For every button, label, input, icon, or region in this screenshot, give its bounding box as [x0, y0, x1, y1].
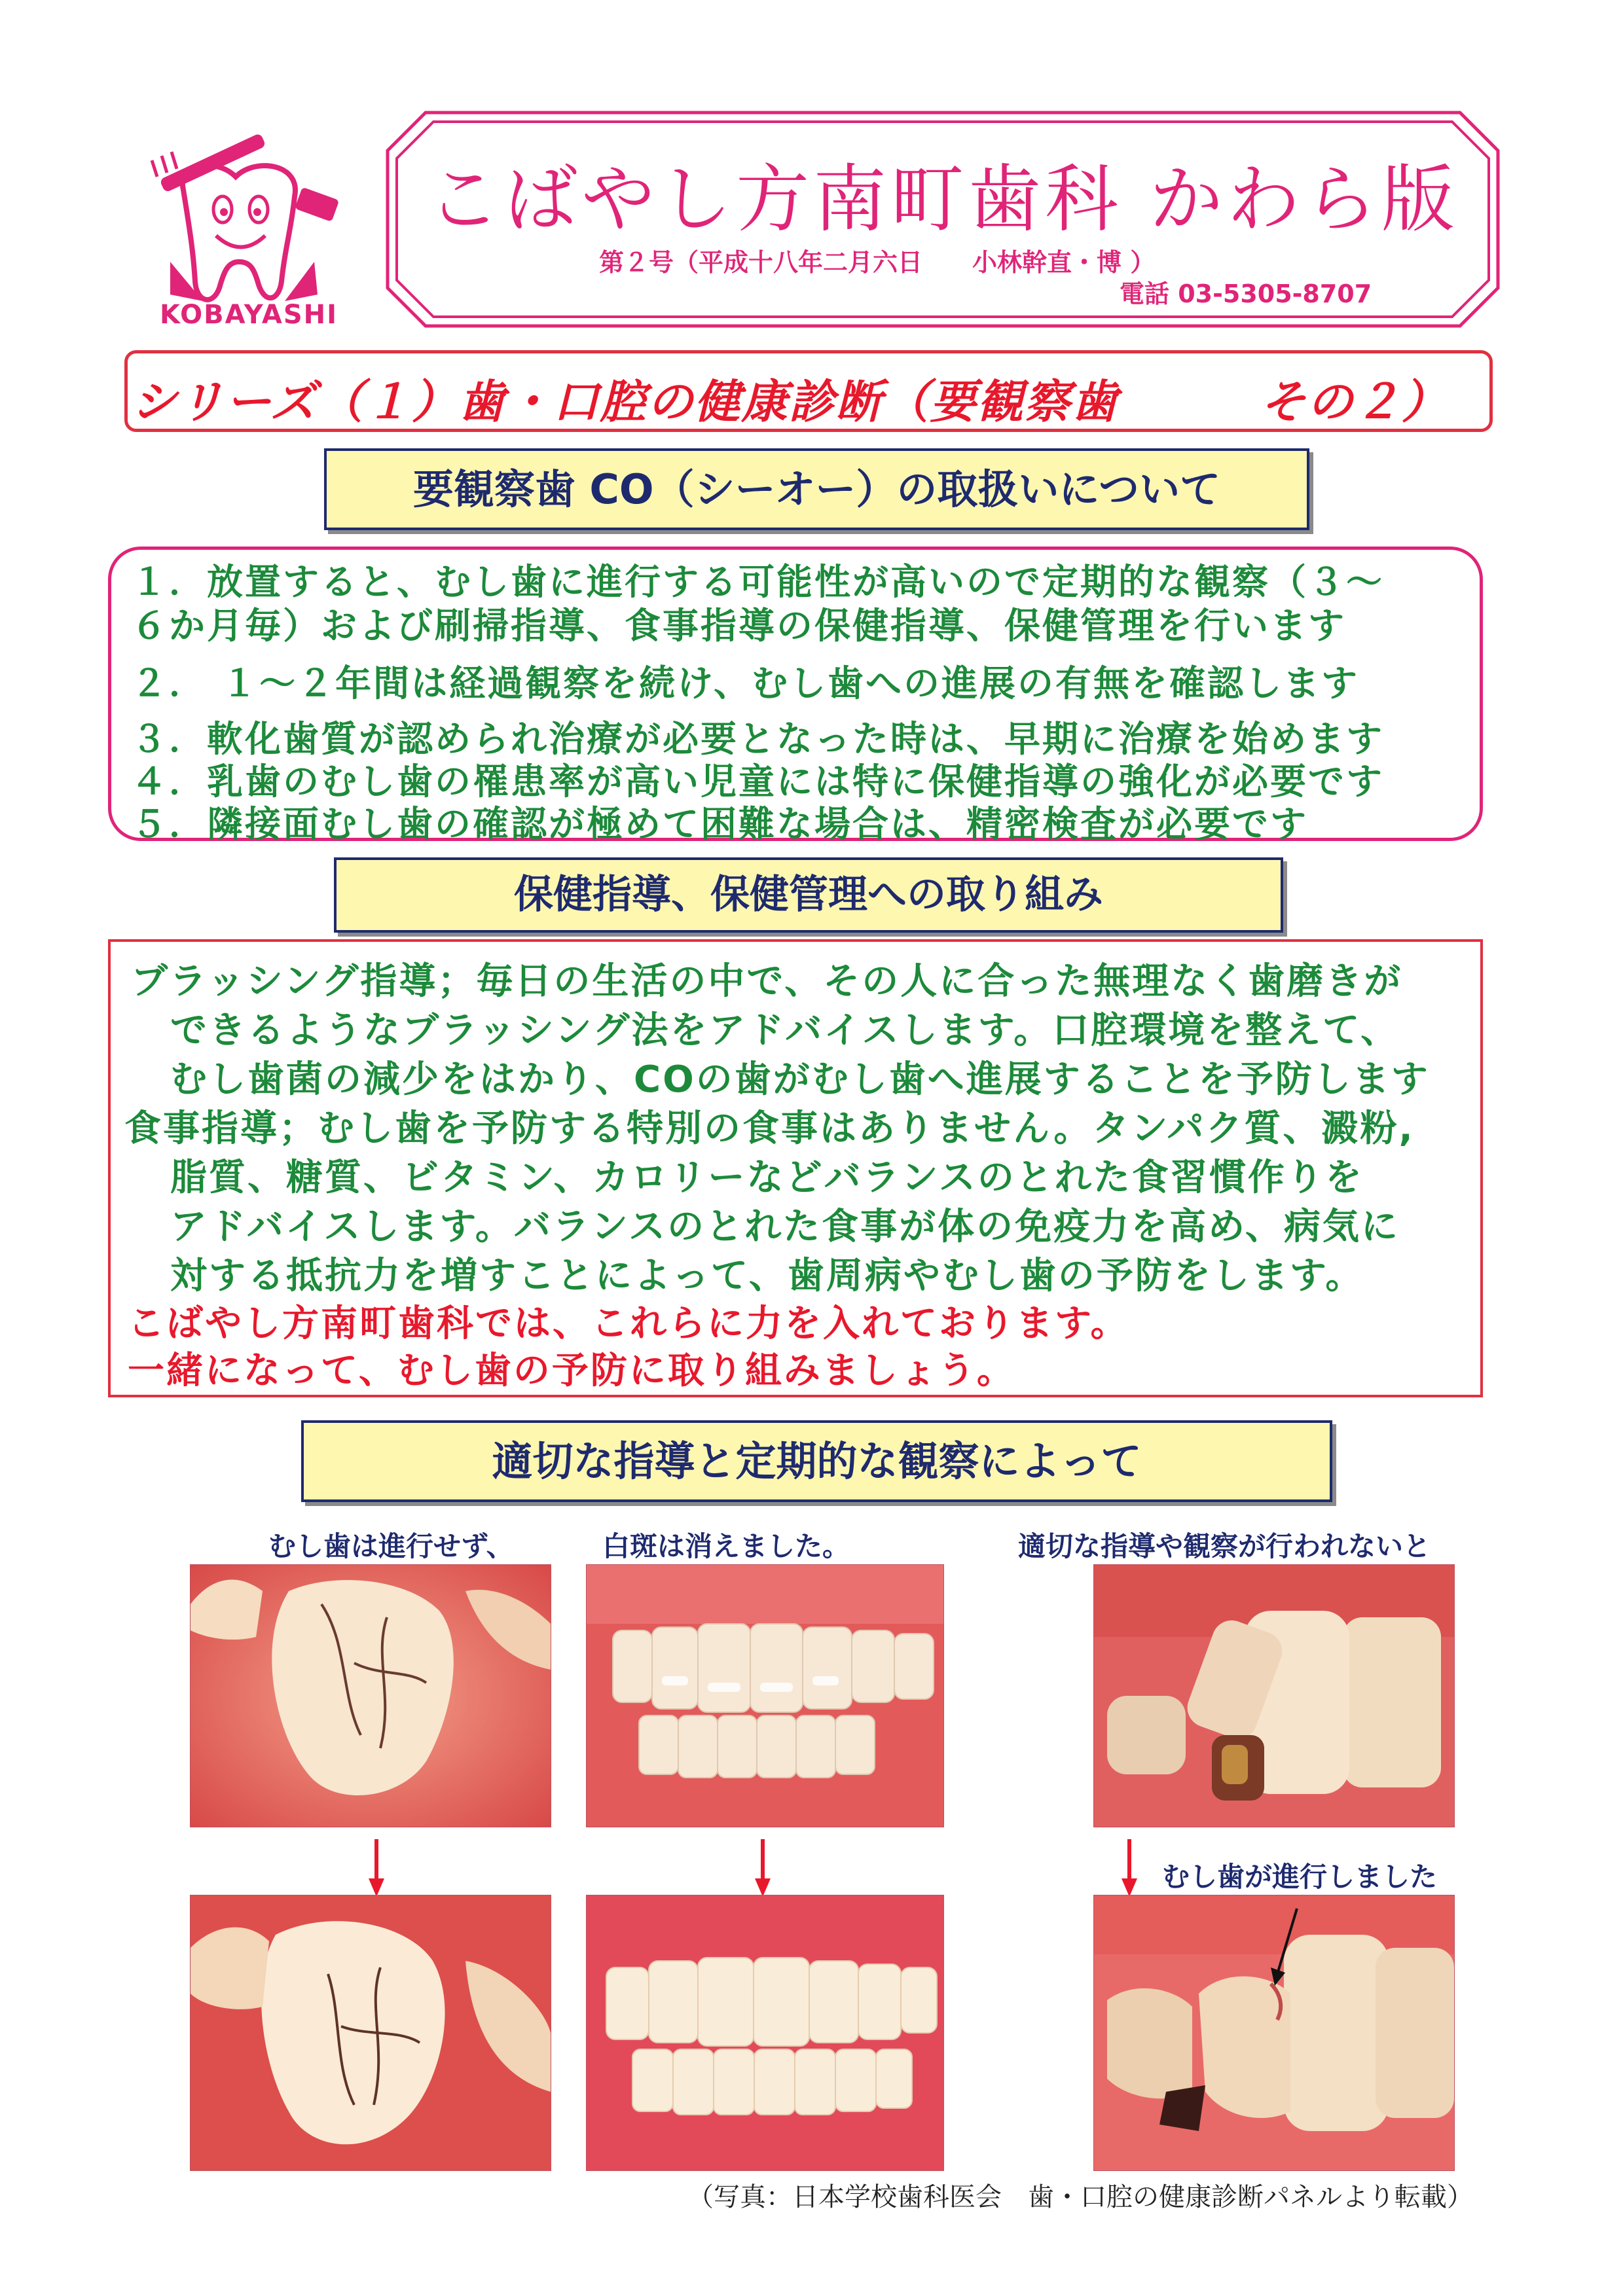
issue-info: 第２号（平成十八年二月六日 小林幹直・博 ） — [599, 248, 1156, 277]
photo-crooked-teeth-after — [1093, 1895, 1455, 2171]
guidance-line: むし歯菌の減少をはかり、COの歯がむし歯へ進展することを予防します — [170, 1058, 1430, 1101]
guidance-line: アドバイスします。バランスのとれた食事が体の免疫力を高め、病気に — [170, 1206, 1400, 1248]
caption-no-progress: むし歯は進行せず、 — [268, 1530, 514, 1562]
photo-credit: （写真：日本学校歯科医会 歯・口腔の健康診断パネルより転載） — [687, 2182, 1473, 2212]
newsletter-title: こばやし方南町歯科 かわら版 — [427, 157, 1459, 242]
series-title: シリーズ（１）歯・口腔の健康診断（要観察歯 その２） — [131, 375, 1449, 429]
list-item: ５．隣接面むし歯の確認が極めて困難な場合は、精密検査が必要です — [131, 803, 1309, 845]
guidance-line: 対する抵抗力を増すことによって、歯周病やむし歯の予防をします。 — [170, 1255, 1364, 1297]
photo-molar-after — [190, 1895, 551, 2171]
caption-without-guidance: 適切な指導や観察が行われないと — [1018, 1530, 1431, 1562]
guidance-line: ブラッシング指導；毎日の生活の中で、その人に合った無理なく歯磨きが — [131, 960, 1403, 1003]
logo-text: KOBAYASHI — [159, 300, 338, 330]
guidance-line: 脂質、糖質、ビタミン、カロリーなどバランスのとれた食習慣作りを — [170, 1157, 1364, 1199]
section-heading-guidance: 保健指導、保健管理への取り組み — [334, 857, 1283, 933]
arrow-down-icon — [1120, 1839, 1139, 1898]
photo-crooked-teeth-before — [1093, 1564, 1455, 1827]
arrow-down-icon — [753, 1839, 773, 1898]
phone-number: 電話 03-5305-8707 — [1120, 279, 1372, 308]
list-item: ２． １〜２年間は経過観察を続け、むし歯への進展の有無を確認します — [131, 662, 1359, 704]
photo-front-teeth-before — [586, 1564, 944, 1827]
caption-white-spot-gone: 白斑は消えました。 — [602, 1530, 850, 1562]
clinic-message: こばやし方南町歯科では、これらに力を入れております。 — [128, 1302, 1129, 1345]
photo-front-teeth-after — [586, 1895, 944, 2171]
guidance-line: できるようなブラッシング法をアドバイスします。口腔環境を整えて、 — [170, 1009, 1400, 1052]
list-item: ３．軟化歯質が認められ治療が必要となった時は、早期に治療を始めます — [131, 718, 1385, 760]
list-item: ４．乳歯のむし歯の罹患率が高い児童には特に保健指導の強化が必要です — [131, 761, 1385, 802]
clinic-message: 一緒になって、むし歯の予防に取り組みましょう。 — [128, 1350, 1015, 1392]
caption-caries-progressed: むし歯が進行しました — [1162, 1861, 1438, 1893]
section-heading-co: 要観察歯 CO（シーオー）の取扱いについて — [324, 448, 1309, 530]
list-item: ６か月毎）および刷掃指導、食事指導の保健指導、保健管理を行います — [131, 605, 1347, 647]
guidance-line: 食事指導；むし歯を予防する特別の食事はありません。タンパク質、澱粉, — [124, 1107, 1415, 1150]
photo-molar-before — [190, 1564, 551, 1827]
section-heading-observation: 適切な指導と定期的な観察によって — [301, 1420, 1332, 1502]
list-item: １．放置すると、むし歯に進行する可能性が高いので定期的な観察（３〜 — [131, 561, 1385, 603]
arrow-down-icon — [367, 1839, 386, 1898]
